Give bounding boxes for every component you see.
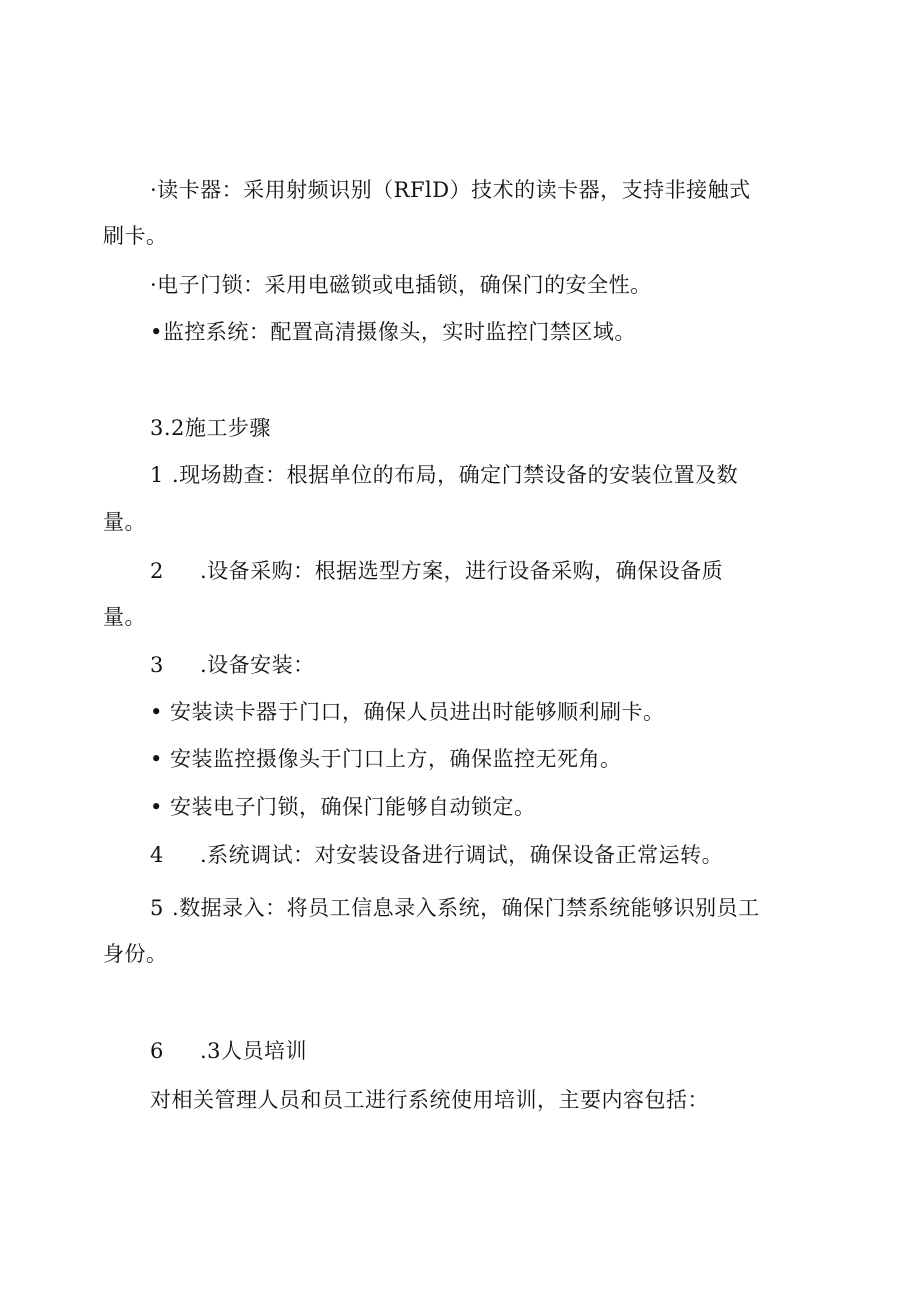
section-heading-3-2: 3.2施工步骤: [150, 416, 271, 440]
step-5-cont: 身份。: [103, 942, 168, 966]
step-3-item-camera: • 安装监控摄像头于门口上方，确保监控无死角。: [150, 747, 622, 771]
bullet-card-reader: ·读卡器：采用射频识别（RFlD）技术的读卡器，支持非接触式: [150, 178, 751, 202]
step-3-text: .设备安装：: [200, 653, 315, 677]
step-1-number: 1: [150, 463, 164, 487]
step-4-text: .系统调试：对安装设备进行调试，确保设备正常运转。: [200, 843, 724, 867]
bullet-electronic-lock: ·电子门锁：采用电磁锁或电插锁，确保门的安全性。: [150, 273, 652, 297]
step-3-number: 3: [150, 653, 164, 677]
step-2-text: .设备采购：根据选型方案，进行设备采购，确保设备质: [200, 559, 724, 583]
section-6-number: 6: [150, 1039, 164, 1063]
training-intro: 对相关管理人员和员工进行系统使用培训，主要内容包括：: [150, 1088, 709, 1112]
step-4: [150, 841, 723, 869]
step-2-number: 2: [150, 559, 164, 583]
step-5-number: 5: [150, 896, 164, 920]
step-5: [150, 894, 760, 922]
step-3-item-door-lock: • 安装电子门锁，确保门能够自动锁定。: [150, 795, 536, 819]
step-1-cont: 量。: [103, 510, 146, 534]
section-heading-6-3: [150, 1037, 307, 1065]
step-1-text: .现场勘查：根据单位的布局，确定门禁设备的安装位置及数: [172, 463, 739, 487]
step-2-cont: 量。: [103, 605, 146, 629]
step-2: [150, 557, 723, 585]
step-1: [150, 461, 738, 489]
bullet-monitoring-system: •监控系统：配置高清摄像头，实时监控门禁区域。: [150, 320, 636, 344]
step-4-number: 4: [150, 843, 164, 867]
section-6-title: .3人员培训: [200, 1039, 308, 1063]
step-3: [150, 651, 315, 679]
step-5-text: .数据录入：将员工信息录入系统，确保门禁系统能够识别员工: [172, 896, 760, 920]
step-3-item-card-reader: • 安装读卡器于门口，确保人员进出时能够顺利刷卡。: [150, 700, 665, 724]
bullet-card-reader-cont: 刷卡。: [103, 224, 168, 248]
